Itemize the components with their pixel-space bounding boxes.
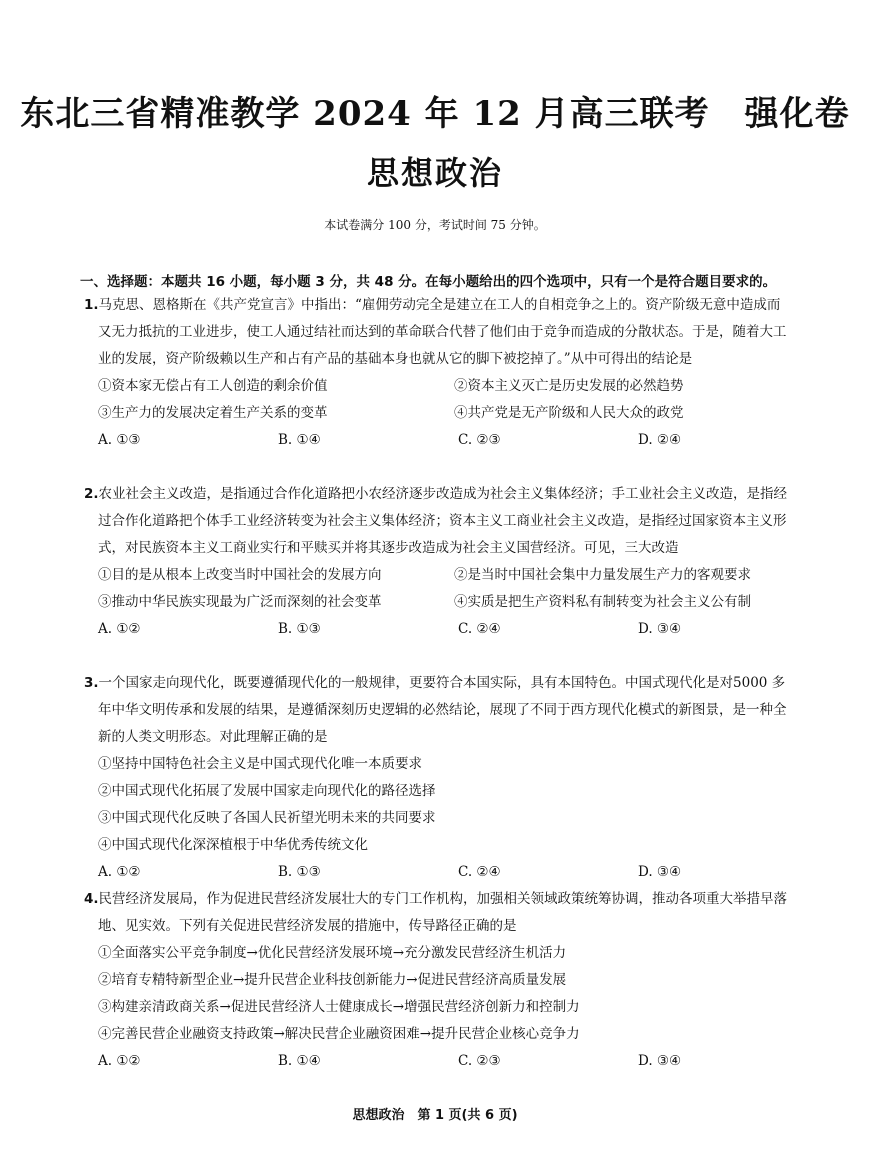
statement-list [84, 940, 792, 1048]
section-heading: 一、选择题：本题共 16 小题，每小题 3 分，共 48 分。在每小题给出的四个选项中，只有一个是符合题目要求的。 [80, 274, 777, 290]
question-text: 马克思、恩格斯在《共产党宣言》中指出：“雇佣劳动完全是建立在工人的自相竞争之上的。资产阶级无意中造成而又无力抵抗的工业进步，使工人通过结社而达到的革命联合代替了他们由于竞争而造成的分散状态。于是，随着大工业的发展，资产阶级赖以生产和占有产品的基础本身也就从它的脚下被挖掉了。”从中可得出的结论是 [98, 297, 787, 367]
question-number: 3. [84, 675, 99, 691]
statement-list [84, 373, 792, 427]
answer-choice: A. ①② [98, 864, 141, 880]
subject-title: 思想政治 [366, 154, 503, 192]
answer-choice: D. ③④ [638, 1053, 682, 1069]
question-stem [84, 481, 792, 562]
question-2 [84, 481, 792, 643]
statement-item: ②资本主义灭亡是历史发展的必然趋势 [454, 378, 684, 394]
statement-item: ④共产党是无产阶级和人民大众的政党 [454, 405, 684, 421]
answer-choice: C. ②④ [458, 864, 501, 880]
answer-choice: B. ①④ [278, 1053, 321, 1069]
question-text: 民营经济发展局，作为促进民营经济发展壮大的专门工作机构，加强相关领域政策统筹协调，推动各项重大举措早落地、见实效。下列有关促进民营经济发展的措施中，传导路径正确的是 [98, 891, 788, 934]
answer-choice: B. ①④ [278, 432, 321, 448]
answer-choice: D. ②④ [638, 432, 682, 448]
question-3 [84, 670, 792, 886]
answer-choice: D. ③④ [638, 621, 682, 637]
exam-title: 东北三省精准教学 2024 年 12 月高三联考 强化卷 [20, 94, 850, 134]
answer-choice: A. ①② [98, 621, 141, 637]
statement-item: ③构建亲清政商关系→促进民营经济人士健康成长→增强民营经济创新力和控制力 [98, 999, 580, 1015]
answer-choice: A. ①② [98, 1053, 141, 1069]
answer-choices [84, 1048, 792, 1075]
statement-list [84, 751, 792, 859]
answer-choice: C. ②③ [458, 1053, 501, 1069]
page-footer: 思想政治 第 1 页(共 6 页) [352, 1108, 518, 1123]
question-4 [84, 886, 792, 1075]
exam-note: 本试卷满分 100 分，考试时间 75 分钟。 [324, 218, 546, 232]
answer-choice: B. ①③ [278, 621, 321, 637]
question-1 [84, 292, 792, 454]
statement-item: ②中国式现代化拓展了发展中国家走向现代化的路径选择 [98, 783, 436, 799]
statement-item: ④中国式现代化深深植根于中华优秀传统文化 [98, 837, 368, 853]
answer-choices [84, 427, 792, 454]
answer-choice: C. ②③ [458, 432, 501, 448]
question-stem [84, 670, 792, 751]
statement-item: ③推动中华民族实现最为广泛而深刻的社会变革 [98, 594, 382, 610]
question-number: 4. [84, 891, 99, 907]
question-text: 一个国家走向现代化，既要遵循现代化的一般规律，更要符合本国实际，具有本国特色。中国式现代化是对5000 多年中华文明传承和发展的结果，是遵循深刻历史逻辑的必然结论，展现了不同于西方现代化模式的新图景，是一种全新的人类文明形态。对此理解正确的是 [98, 675, 787, 745]
answer-choice: C. ②④ [458, 621, 501, 637]
question-stem [84, 292, 792, 373]
statement-item: ④完善民营企业融资支持政策→解决民营企业融资困难→提升民营企业核心竞争力 [98, 1026, 580, 1042]
answer-choices [84, 859, 792, 886]
statement-item: ②是当时中国社会集中力量发展生产力的客观要求 [454, 567, 751, 583]
answer-choice: D. ③④ [638, 864, 682, 880]
statement-item: ①目的是从根本上改变当时中国社会的发展方向 [98, 567, 382, 583]
statement-item: ③生产力的发展决定着生产关系的变革 [98, 405, 328, 421]
answer-choices [84, 616, 792, 643]
statement-item: ①资本家无偿占有工人创造的剩余价值 [98, 378, 328, 394]
question-number: 1. [84, 297, 99, 313]
answer-choice: A. ①③ [98, 432, 141, 448]
statement-item: ④实质是把生产资料私有制转变为社会主义公有制 [454, 594, 751, 610]
statement-list [84, 562, 792, 616]
question-stem [84, 886, 792, 940]
statement-item: ②培育专精特新型企业→提升民营企业科技创新能力→促进民营经济高质量发展 [98, 972, 567, 988]
statement-item: ①坚持中国特色社会主义是中国式现代化唯一本质要求 [98, 756, 422, 772]
question-text: 农业社会主义改造，是指通过合作化道路把小农经济逐步改造成为社会主义集体经济；手工业社会主义改造，是指经过合作化道路把个体手工业经济转变为社会主义集体经济；资本主义工商业社会主义改造，是指经过国家资本主义形式，对民族资本主义工商业实行和平赎买并将其逐步改造成为社会主义国营经济。可见，三大改造 [98, 486, 788, 556]
statement-item: ①全面落实公平竞争制度→优化民营经济发展环境→充分激发民营经济生机活力 [98, 945, 567, 961]
answer-choice: B. ①③ [278, 864, 321, 880]
question-number: 2. [84, 486, 99, 502]
statement-item: ③中国式现代化反映了各国人民祈望光明未来的共同要求 [98, 810, 436, 826]
